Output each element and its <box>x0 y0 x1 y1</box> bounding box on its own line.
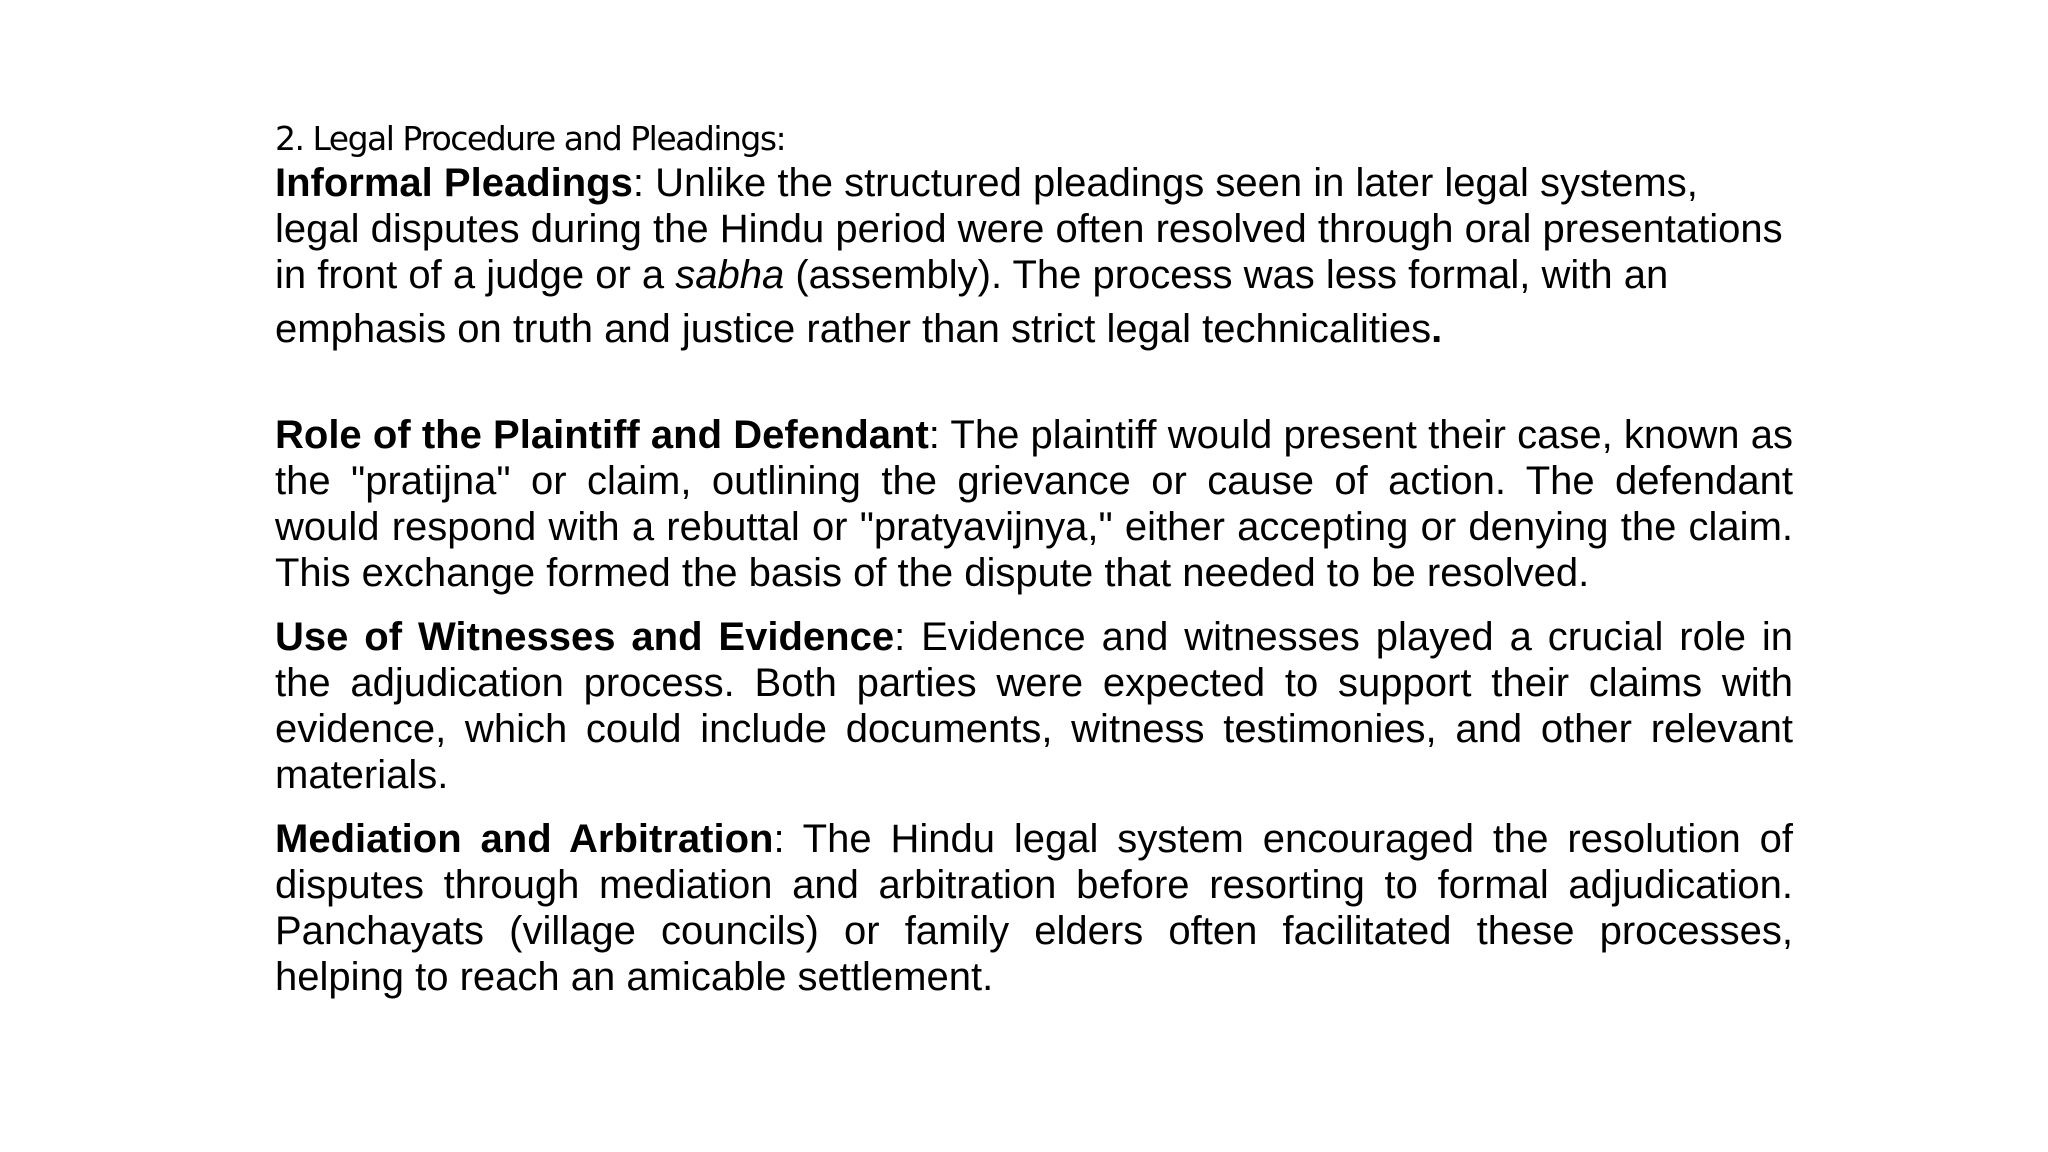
sabha-term: sabha <box>675 253 785 297</box>
section-heading: 2. Legal Procedure and Pleadings: <box>275 119 786 158</box>
mediation-arbitration-text: : The Hindu legal system encouraged the resolution of disputes through mediation and arbitration before resorting to formal adjudication. Panchayats (village councils) or family elders often facilitated these processes, helping to reach an amicable settlement. <box>275 817 1793 999</box>
slide-content <box>275 118 1793 1000</box>
mediation-arbitration-title: Mediation and Arbitration <box>275 817 774 861</box>
paragraph-plaintiff-defendant <box>275 412 1793 596</box>
informal-pleadings-text-3: technicalities <box>1202 307 1432 351</box>
plaintiff-defendant-title: Role of the Plaintiff and Defendant <box>275 413 929 457</box>
informal-pleadings-title: Informal Pleadings <box>275 161 633 205</box>
paragraph-mediation-arbitration <box>275 816 1793 1000</box>
plaintiff-defendant-text: : The plaintiff would present their case, known as the "pratijna" or claim, outlining the grievance or cause of action. The defendant would respond with a rebuttal or "pratyavijnya," either accepting or denying the claim. This exchange formed the basis of the dispute that needed to be resolved. <box>275 413 1793 595</box>
informal-pleadings-period: . <box>1431 307 1443 351</box>
witnesses-evidence-text: : Evidence and witnesses played a crucial role in the adjudication process. Both parties were expected to support their claims with evidence, which could include documents, witness testimonies, and other relevant materials. <box>275 615 1794 797</box>
informal-pleadings-text-2: (assembly). The process was less formal, with an emphasis on truth and justice rather than strict legal <box>275 253 1669 351</box>
paragraph-witnesses-evidence <box>275 614 1793 798</box>
informal-pleadings-text-1: : Unlike the structured pleadings seen in later legal systems, legal disputes during the Hindu period were often resolved through oral presentations in front of a judge or a <box>275 161 1783 297</box>
paragraph-informal-pleadings <box>275 160 1793 352</box>
witnesses-evidence-title: Use of Witnesses and Evidence <box>275 615 895 659</box>
